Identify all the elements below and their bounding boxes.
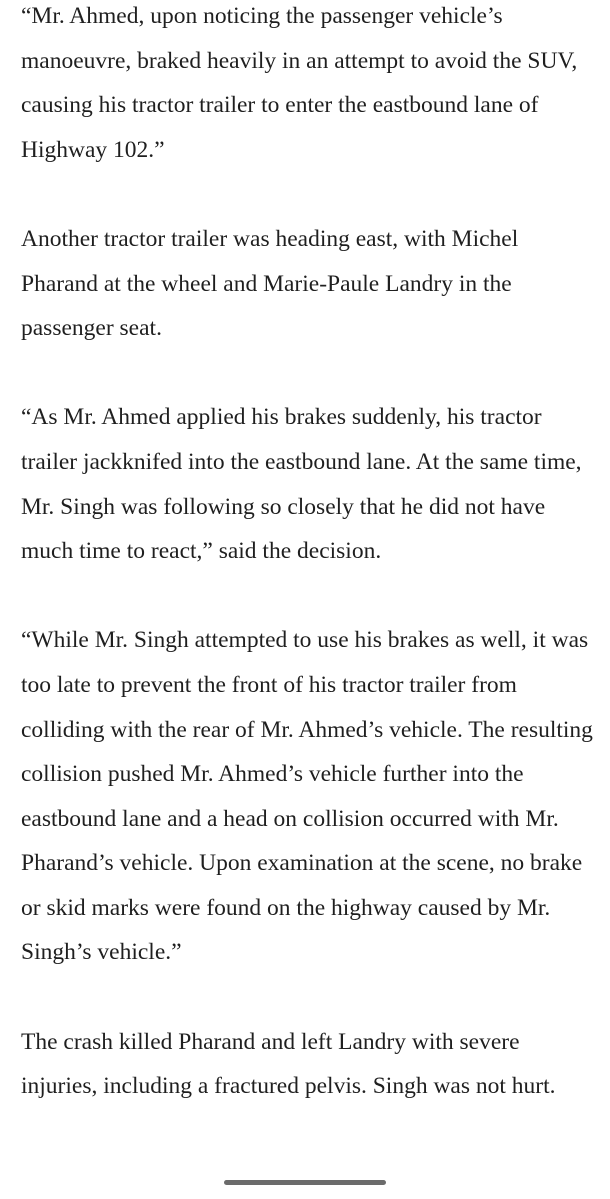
article-body bbox=[21, 0, 593, 1153]
paragraph-jackknife: “As Mr. Ahmed applied his brakes suddenly, his tractor trailer jackknifed into the eastbound lane. At the same time, Mr. Singh was following so closely that he did not have much time to react,” said the decision. bbox=[21, 404, 582, 565]
paragraph-ahmed-braking: “Mr. Ahmed, upon noticing the passenger vehicle’s manoeuvre, braked heavily in an attempt to avoid the SUV, causing his tractor trailer to enter the eastbound lane of Highway 102.” bbox=[21, 3, 578, 163]
home-indicator[interactable] bbox=[224, 1180, 386, 1185]
paragraph-pharand-trailer: Another tractor trailer was heading east, with Michel Pharand at the wheel and Marie-Paule Landry in the passenger seat. bbox=[21, 225, 519, 342]
paragraph-collision: “While Mr. Singh attempted to use his brakes as well, it was too late to prevent the front of his tractor trailer from colliding with the rear of Mr. Ahmed’s vehicle. The resulting collision pushed Mr. Ahmed’s vehicle further into the eastbound lane and a head on collision occurred with Mr. Pharand’s vehicle. Upon examination at the scene, no brake or skid marks were found on the highway caused by Mr. Singh’s vehicle.” bbox=[21, 627, 593, 966]
paragraph-crash-outcome: The crash killed Pharand and left Landry with severe injuries, including a fractured pelvis. Singh was not hurt. bbox=[21, 1028, 556, 1100]
